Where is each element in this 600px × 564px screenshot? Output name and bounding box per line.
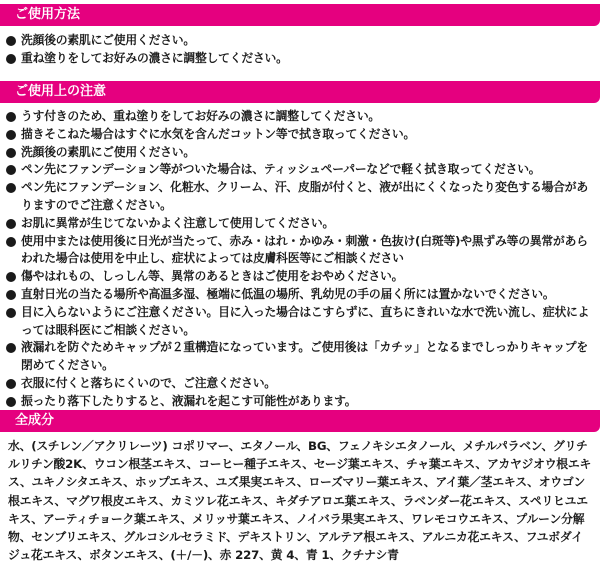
bullet-icon — [6, 165, 16, 175]
ingredients-section-title: 全成分 — [15, 413, 55, 428]
bullet-icon — [6, 272, 16, 282]
list-item: 重ね塗りをしてお好みの濃さに調整してください。 — [4, 50, 596, 68]
list-item: 液漏れを防ぐためキャップが２重構造になっています。ご使用後は「カチッ」となるまでしっかりキャップを閉めてください。 — [4, 339, 596, 375]
cautions-section-header — [0, 81, 600, 103]
list-item: 洗顔後の素肌にご使用ください。 — [4, 144, 596, 162]
bullet-icon — [6, 219, 16, 229]
bullet-icon — [6, 379, 16, 389]
usage-section-header — [0, 4, 600, 26]
ingredients-text: 水、(スチレン／アクリレーツ) コポリマー、エタノール、BG、フェノキシエタノール、メチルパラベン、グリチルリチン酸2K、ウコン根茎エキス、コーヒー種子エキス、セージ葉エキス、チャ葉エキス、アカヤジオウ根エキス、ユキノシタエキス、ホップエキス、ユズ果実エキス、ローズマリー葉エキス、アイ葉／茎エキス、オウゴン根エキス、マグワ根皮エキス、カミツレ花エキス、キダチアロエ葉エキス、ラベンダー花エキス、スペリヒユエキス、アーティチョーク葉エキス、メリッサ葉エキス、ノイバラ果実エキス、ワレモコウエキス、プルーン分解物、センブリエキス、グルコシルセラミド、デキストリン、アルテア根エキス、アルニカ花エキス、フユボダイジュ花エキス、ボタンエキス、(＋/－)、赤 227、黄 4、青 1、クチナシ青 — [8, 439, 592, 563]
list-item: 衣服に付くと落ちにくいので、ご注意ください。 — [4, 375, 596, 393]
bullet-icon — [6, 290, 16, 300]
list-item: 洗顔後の素肌にご使用ください。 — [4, 32, 596, 50]
bullet-icon — [6, 237, 16, 247]
usage-section-title: ご使用方法 — [15, 7, 81, 22]
list-item: 使用中または使用後に日光が当たって、赤み・はれ・かゆみ・刺激・色抜け(白斑等)や黒ずみ等の異常があらわれた場合は使用を中止し、症状によっては皮膚科医等にご相談ください — [4, 233, 596, 269]
list-item: 描きそこねた場合はすぐに水気を含んだコットン等で拭き取ってください。 — [4, 126, 596, 144]
list-item: 直射日光の当たる場所や高温多湿、極端に低温の場所、乳幼児の手の届く所には置かないでください。 — [4, 286, 596, 304]
bullet-icon — [6, 308, 16, 318]
list-item: ペン先にファンデーション等がついた場合は、ティッシュペーパーなどで軽く拭き取ってください。 — [4, 161, 596, 179]
bullet-icon — [6, 130, 16, 140]
bullet-icon — [6, 36, 16, 46]
bullet-icon — [6, 397, 16, 407]
list-item: 傷やはれもの、しっしん等、異常のあるときはご使用をおやめください。 — [4, 268, 596, 286]
bullet-icon — [6, 112, 16, 122]
list-item: 目に入らないようにご注意ください。目に入った場合はこすらずに、直ちにきれいな水で洗い流し、症状によっては眼科医にご相談ください。 — [4, 304, 596, 340]
bullet-icon — [6, 148, 16, 158]
bullet-icon — [6, 343, 16, 353]
bullet-icon — [6, 183, 16, 193]
cautions-section-title: ご使用上の注意 — [15, 84, 107, 99]
bullet-icon — [6, 54, 16, 64]
list-item: お肌に異常が生じてないかよく注意して使用してください。 — [4, 215, 596, 233]
ingredients-section-header — [0, 410, 600, 432]
list-item: うす付きのため、重ね塗りをしてお好みの濃さに調整してください。 — [4, 108, 596, 126]
list-item: ペン先にファンデーション、化粧水、クリーム、汗、皮脂が付くと、液が出にくくなったり変色する場合がありますのでご注意ください。 — [4, 179, 596, 215]
list-item: 振ったり落下したりすると、液漏れを起こす可能性があります。 — [4, 393, 596, 411]
cautions-list — [4, 108, 596, 411]
usage-list — [4, 32, 596, 68]
